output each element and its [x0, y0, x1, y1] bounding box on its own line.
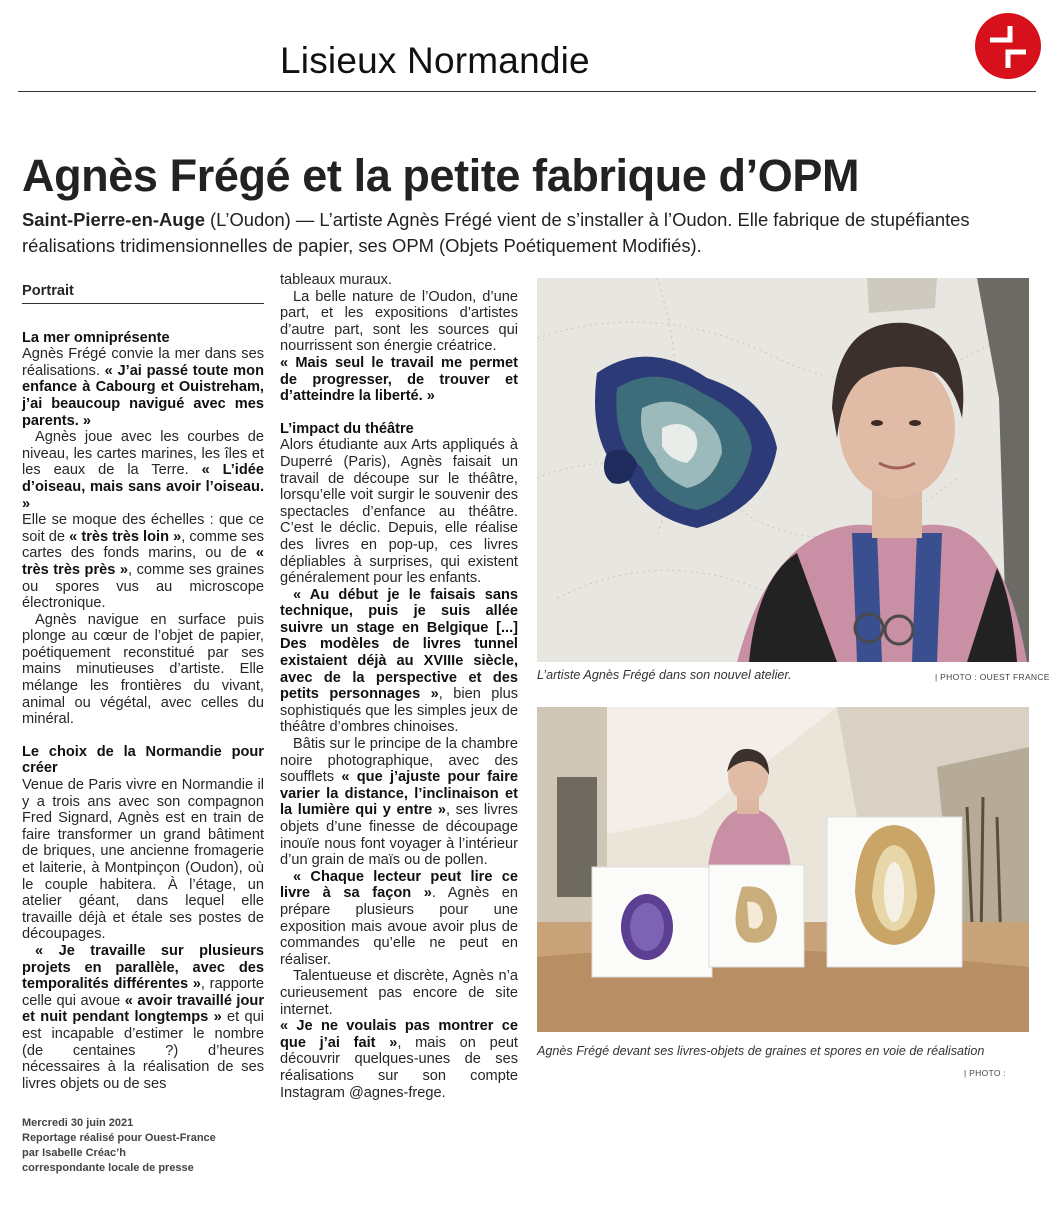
photo-book-objects [537, 707, 1029, 1032]
footer-role: correspondante locale de presse [22, 1162, 194, 1174]
paragraph: Talentueuse et discrète, Agnès n’a curieusement pas encore de site internet. [280, 968, 518, 1018]
photo-credit: | PHOTO : OUEST FRANCE [935, 672, 1050, 682]
footer-credits [22, 1116, 216, 1176]
paragraph: Agnès navigue en surface puis plonge au cœur de l’objet de papier, poétiquement reconstitué par ses mains minutieuses d’artiste. Elle mélange les frontières du vivant, animal ou végétal, avec celles du minéral. [22, 611, 264, 728]
footer-date: Mercredi 30 juin 2021 [22, 1117, 134, 1129]
paragraph: Agnès Frégé convie la mer dans ses réalisations. « J’ai passé toute mon enfance à Cabourg et Ouistreham, j’ai beaucoup navigué avec mes parents. » [22, 346, 264, 429]
paragraph: La belle nature de l’Oudon, d’une part, et les expositions d’artistes d’autre part, sont les sources qui nourrissent son énergie créatrice. [280, 288, 518, 355]
rubric-label: Portrait [22, 283, 264, 304]
section-title: Le choix de la Normandie pour créer [22, 743, 264, 777]
section-title: La mer omniprésente [22, 329, 170, 346]
article-column-1 [22, 283, 264, 1092]
paragraph: « Au début je le faisais sans technique, puis je suis allée suivre un stage en Belgique [...] Des modèles de livres tunnel existaient déjà au XVIIIe siècle, avec de la perspective et des petits personnages », bien plus sophistiqués que les simples jeux de théâtre d’ombres chinoises. [280, 586, 519, 736]
lede-place: Saint-Pierre-en-Auge [22, 209, 205, 230]
footer-line: Reportage réalisé pour Ouest-France [22, 1132, 216, 1144]
photo-caption: L’artiste Agnès Frégé dans son nouvel atelier. [537, 668, 792, 682]
page-title: Lisieux Normandie [280, 40, 590, 81]
article-column-2 [280, 272, 518, 1101]
paragraph: « Chaque lecteur peut lire ce livre à sa façon ». Agnès en prépare plusieurs pour une exposition mais avoue avoir plus de commandes qu’elle ne peut en réaliser. [280, 868, 518, 968]
ouest-france-logo-icon [974, 12, 1042, 80]
paragraph: Elle se moque des échelles : que ce soit de « très très loin », comme ses cartes des fonds marins, ou de « très très près », comme ses graines ou spores vus au microscope électronique. [22, 512, 265, 612]
paragraph: Agnès joue avec les courbes de niveau, les cartes marines, les îles et les eaux de la Terre. « L’idée d’oiseau, mais sans avoir l’oiseau. » [22, 429, 264, 512]
photo-artist-portrait [537, 278, 1029, 662]
photo-caption: Agnès Frégé devant ses livres-objets de graines et spores en voie de réalisation [537, 1044, 985, 1058]
lede-text: (L’Oudon) — L’artiste Agnès Frégé vient de s’installer à l’Oudon. Elle fabrique de stupéfiantes réalisations tridimensionnelles de papier, ses OPM (Objets Poétiquement Modifiés). [22, 209, 970, 256]
paragraph: Venue de Paris vivre en Normandie il y a trois ans avec son compagnon Fred Signard, Agnès est en train de faire transformer un grand bâtiment de briques, une ancienne fromagerie et laiterie, à Montpinçon (Oudon), où le couple habitera. À l’étage, un atelier géant, dans lequel elle travaille déjà et étale ses postes de découpages. [22, 777, 264, 943]
photo-credit: | PHOTO : [964, 1068, 1007, 1078]
paragraph: « Mais seul le travail me permet de progresser, de trouver et d’atteindre la liberté. » [280, 354, 518, 405]
article-headline: Agnès Frégé et la petite fabrique d’OPM [22, 150, 860, 201]
paragraph: « Je travaille sur plusieurs projets en parallèle, avec des temporalités différentes », rapporte celle qui avoue « avoir travaillé jour et nuit pendant longtemps » et qui est incapable d’estimer le nombre (de centaines ?) d’heures nécessaires à la réalisation de ses livres objets ou de ses [22, 942, 264, 1092]
paragraph: Bâtis sur le principe de la chambre noire photographique, avec des soufflets « que j’ajuste pour faire varier la distance, l’inclinaison et la lumière qui y entre », ses livres objets d’une finesse de découpage inouïe nous font voyager à l’intérieur d’un grain de maïs ou de pollen. [280, 736, 519, 869]
article-lede [22, 207, 1022, 259]
paragraph: Alors étudiante aux Arts appliqués à Duperré (Paris), Agnès faisait un travail de découpe sur le théâtre, lorsqu’elle voit surgir le souvenir des spectacles d’enfance au théâtre. C’est le déclic. Depuis, elle réalise des livres en pop-up, ces livres dépliables à surprises, qui existent généralement pour les enfants. [280, 437, 518, 587]
header-divider [18, 91, 1036, 92]
footer-author: par Isabelle Créac’h [22, 1147, 126, 1159]
paragraph: tableaux muraux. [280, 272, 392, 288]
paragraph: « Je ne voulais pas montrer ce que j’ai fait », mais on peut découvrir quelques-unes de ses réalisations sur son compte Instagram @agnes-frege. [280, 1018, 518, 1101]
section-title: L’impact du théâtre [280, 420, 414, 437]
